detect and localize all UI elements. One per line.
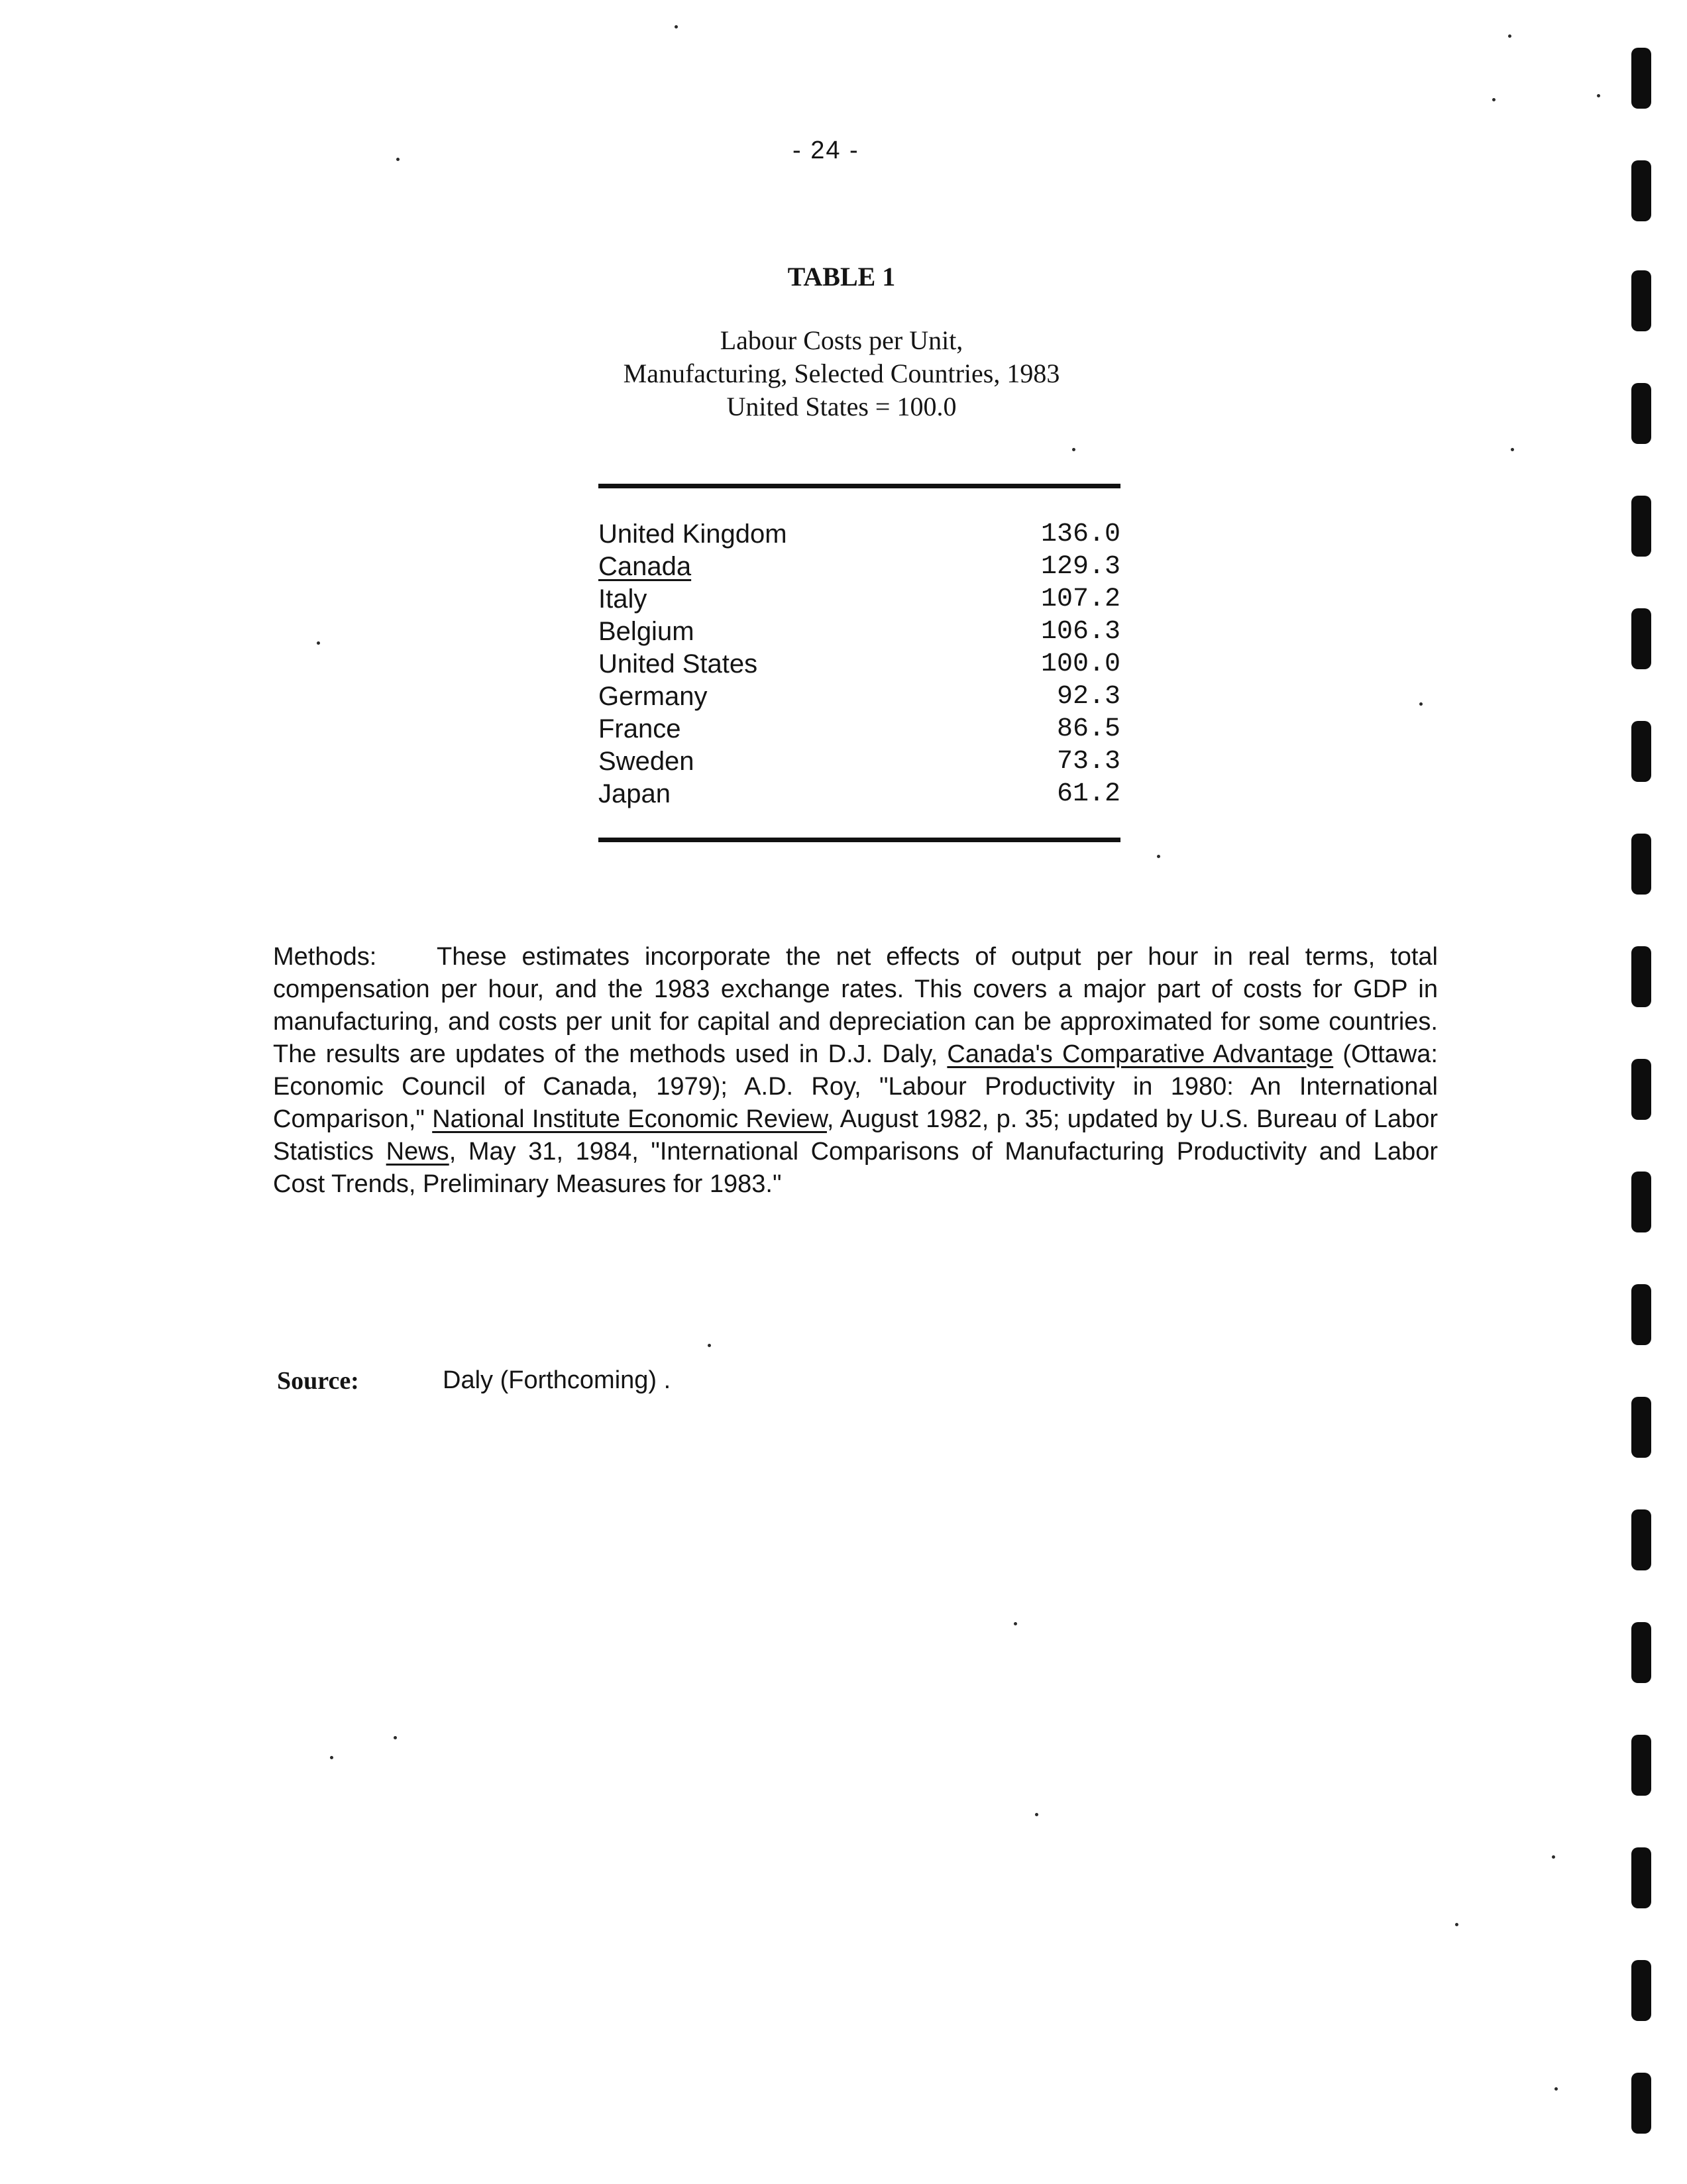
scan-speck bbox=[1492, 98, 1496, 101]
table-caption-line-3: United States = 100.0 bbox=[726, 392, 957, 421]
table-bottom-rule bbox=[598, 838, 1120, 842]
source-label: Source: bbox=[277, 1367, 359, 1395]
binding-mark bbox=[1631, 1284, 1651, 1345]
scan-speck bbox=[1508, 34, 1511, 38]
scan-speck bbox=[396, 158, 400, 161]
country-name: France bbox=[598, 714, 681, 743]
country-name: Italy bbox=[598, 584, 647, 614]
binding-mark bbox=[1631, 1735, 1651, 1796]
citation-title: News bbox=[386, 1138, 449, 1166]
binding-mark bbox=[1631, 1847, 1651, 1908]
country-name: United Kingdom bbox=[598, 519, 787, 549]
labour-cost-value: 73.3 bbox=[1056, 747, 1120, 777]
source-text: Daly (Forthcoming) . bbox=[443, 1366, 671, 1394]
table-title: TABLE 1 bbox=[787, 262, 896, 292]
labour-cost-value: 100.0 bbox=[1040, 649, 1120, 679]
methods-text: (Ottawa: Economic Council of Canada, 1979); A.D. Roy, "Labour Productivity in 1980: An International Comparison," bbox=[273, 1040, 1438, 1133]
binding-mark bbox=[1631, 496, 1651, 557]
table-row bbox=[598, 745, 1120, 778]
table-row bbox=[598, 713, 1120, 745]
scan-speck bbox=[1035, 1813, 1038, 1816]
binding-mark bbox=[1631, 270, 1651, 331]
labour-cost-value: 61.2 bbox=[1056, 779, 1120, 809]
scan-speck bbox=[1014, 1622, 1017, 1625]
table-row bbox=[598, 778, 1120, 810]
binding-mark bbox=[1631, 1172, 1651, 1232]
citation-title: National Institute Economic Review bbox=[432, 1105, 827, 1133]
labour-cost-value: 86.5 bbox=[1056, 714, 1120, 744]
scan-speck bbox=[1554, 2087, 1558, 2091]
country-name: Belgium bbox=[598, 617, 694, 646]
binding-mark bbox=[1631, 1960, 1651, 2021]
country-name: Canada bbox=[598, 552, 692, 581]
scan-speck bbox=[1157, 855, 1160, 858]
labour-cost-value: 129.3 bbox=[1040, 552, 1120, 582]
methods-text: , May 31, 1984, "International Comparisons of Manufacturing Productivity and Labor Cost Trends, Preliminary Measures for 1983." bbox=[273, 1138, 1438, 1198]
binding-mark bbox=[1631, 1509, 1651, 1570]
scan-speck bbox=[1511, 448, 1514, 451]
methods-text: These estimates incorporate the net effects of output per hour in real terms, total compensation per hour, and the 1983 exchange rates. This covers a major part of costs for GDP in manufacturing, and costs per unit for capital and depreciation can be approximated for some countries. The results are updates of the methods used in D.J. Daly, bbox=[273, 943, 1439, 1068]
binding-mark bbox=[1631, 834, 1651, 895]
country-name: United States bbox=[598, 649, 758, 679]
country-name: Japan bbox=[598, 779, 671, 808]
table-row bbox=[598, 518, 1120, 551]
binding-mark bbox=[1631, 1622, 1651, 1683]
citation-title: Canada's Comparative Advantage bbox=[947, 1040, 1334, 1068]
scan-speck bbox=[708, 1344, 711, 1347]
scan-speck bbox=[330, 1756, 333, 1759]
binding-mark bbox=[1631, 160, 1651, 221]
table-row bbox=[598, 583, 1120, 616]
scan-speck bbox=[317, 641, 320, 645]
data-table bbox=[598, 518, 1120, 810]
methods-text: , August 1982, p. 35; updated by U.S. Bureau of Labor Statistics bbox=[273, 1105, 1439, 1166]
table-top-rule bbox=[598, 484, 1120, 488]
scan-speck bbox=[1597, 94, 1600, 97]
labour-cost-value: 136.0 bbox=[1040, 519, 1120, 549]
country-name: Germany bbox=[598, 682, 708, 711]
country-name: Sweden bbox=[598, 747, 694, 776]
labour-cost-value: 106.3 bbox=[1040, 617, 1120, 647]
scan-speck bbox=[1455, 1923, 1458, 1926]
labour-cost-value: 107.2 bbox=[1040, 584, 1120, 614]
table-caption-line-2: Manufacturing, Selected Countries, 1983 bbox=[623, 358, 1060, 388]
binding-mark bbox=[1631, 946, 1651, 1007]
methods-label: Methods: bbox=[273, 943, 377, 971]
scan-speck bbox=[675, 25, 678, 28]
scan-speck bbox=[1552, 1855, 1555, 1859]
table-row bbox=[598, 616, 1120, 648]
table-row bbox=[598, 551, 1120, 583]
table-row bbox=[598, 648, 1120, 681]
binding-mark bbox=[1631, 383, 1651, 444]
binding-mark bbox=[1631, 721, 1651, 782]
binding-mark bbox=[1631, 608, 1651, 669]
table-row bbox=[598, 681, 1120, 713]
scan-speck bbox=[394, 1736, 397, 1739]
table-caption-line-1: Labour Costs per Unit, bbox=[720, 325, 963, 355]
binding-mark bbox=[1631, 48, 1651, 109]
binding-mark bbox=[1631, 1397, 1651, 1458]
binding-mark bbox=[1631, 1059, 1651, 1120]
binding-mark bbox=[1631, 2073, 1651, 2134]
scan-speck bbox=[1419, 702, 1423, 706]
scan-speck bbox=[1072, 448, 1075, 451]
labour-cost-value: 92.3 bbox=[1056, 682, 1120, 712]
methods-paragraph bbox=[273, 941, 1438, 1201]
page-number: - 24 - bbox=[792, 136, 859, 164]
